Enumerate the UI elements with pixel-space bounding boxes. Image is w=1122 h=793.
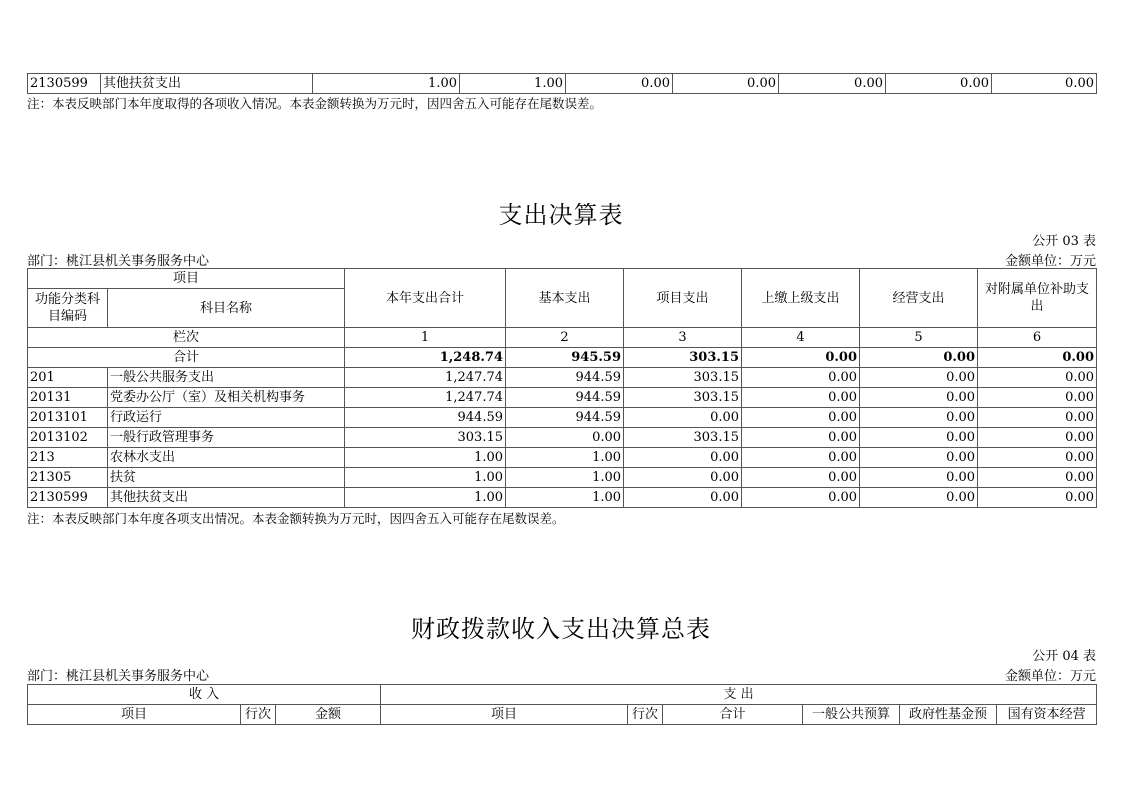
cell-value: 1.00 [345, 468, 506, 488]
header-col-5: 经营支出 [860, 269, 978, 328]
total-value: 0.00 [860, 348, 978, 368]
cell-value: 1.00 [506, 488, 624, 508]
header-code: 功能分类科目编码 [28, 289, 108, 328]
top-remnant-table [27, 73, 1097, 94]
cell-value: 1,247.74 [345, 388, 506, 408]
row-code: 20131 [28, 388, 108, 408]
income-col-item: 项目 [28, 705, 241, 725]
table-row [28, 448, 1097, 468]
cell-value: 0.00 [624, 488, 742, 508]
cell-value: 0.00 [742, 408, 860, 428]
header-item: 项目 [28, 269, 345, 289]
cell-value: 303.15 [624, 428, 742, 448]
total-value: 0.00 [742, 348, 860, 368]
cell-value: 0.00 [624, 468, 742, 488]
cell-value: 0.00 [978, 488, 1097, 508]
total-value: 1,248.74 [345, 348, 506, 368]
row-code: 213 [28, 448, 108, 468]
col-number: 5 [860, 328, 978, 348]
total-label: 合计 [28, 348, 345, 368]
cell-value: 0.00 [978, 448, 1097, 468]
col-number: 2 [506, 328, 624, 348]
row-code: 2130599 [28, 488, 108, 508]
table-row [28, 74, 1097, 94]
cell-value: 303.15 [624, 368, 742, 388]
table-row [28, 368, 1097, 388]
cell-value: 0.00 [860, 468, 978, 488]
cell-value: 0.00 [742, 468, 860, 488]
cell-value: 0.00 [978, 468, 1097, 488]
fiscal-table [27, 684, 1097, 725]
header-name: 科目名称 [108, 289, 345, 328]
cell-value: 0.00 [978, 368, 1097, 388]
cell-value: 944.59 [506, 388, 624, 408]
col-number: 1 [345, 328, 506, 348]
row-name: 一般公共服务支出 [108, 368, 345, 388]
cell-value: 944.59 [506, 408, 624, 428]
row-name: 行政运行 [108, 408, 345, 428]
expense-title: 支出决算表 [498, 201, 624, 229]
row-name: 农林水支出 [108, 448, 345, 468]
col-number: 6 [978, 328, 1097, 348]
expense-col-state-capital: 国有资本经营 [997, 705, 1097, 725]
expense-col-total: 合计 [663, 705, 803, 725]
expense-dept: 部门：桃江县机关事务服务中心 [27, 254, 210, 269]
income-col-row: 行次 [241, 705, 276, 725]
table-row [28, 408, 1097, 428]
cell-value: 1.00 [345, 488, 506, 508]
cell-value: 0.00 [860, 428, 978, 448]
row-name: 其他扶贫支出 [101, 74, 313, 94]
cell-value: 944.59 [506, 368, 624, 388]
cell-value: 1.00 [313, 74, 460, 94]
cell-value: 0.00 [978, 408, 1097, 428]
fiscal-dept: 部门：桃江县机关事务服务中心 [27, 669, 210, 684]
cell-value: 0.00 [742, 488, 860, 508]
header-row [28, 685, 1097, 705]
income-col-amount: 金额 [276, 705, 381, 725]
row-name: 一般行政管理事务 [108, 428, 345, 448]
expense-unit: 金额单位：万元 [1004, 254, 1096, 269]
total-value: 945.59 [506, 348, 624, 368]
row-code: 21305 [28, 468, 108, 488]
row-code: 2130599 [28, 74, 101, 94]
table-row [28, 428, 1097, 448]
expense-col-item: 项目 [381, 705, 628, 725]
cell-value: 0.00 [779, 74, 886, 94]
expense-table [27, 268, 1097, 508]
top-note: 注：本表反映部门本年度取得的各项收入情况。本表金额转换为万元时，因四舍五入可能存在尾数误差。 [27, 96, 603, 111]
table-row [28, 488, 1097, 508]
income-header: 收 入 [28, 685, 381, 705]
header-row [28, 269, 1097, 289]
row-name: 其他扶贫支出 [108, 488, 345, 508]
lanci-label: 栏次 [28, 328, 345, 348]
cell-value: 944.59 [345, 408, 506, 428]
cell-value: 0.00 [886, 74, 992, 94]
row-code: 2013102 [28, 428, 108, 448]
cell-value: 0.00 [624, 408, 742, 428]
header-row [28, 705, 1097, 725]
row-name: 扶贫 [108, 468, 345, 488]
table-row [28, 468, 1097, 488]
cell-value: 1.00 [345, 448, 506, 468]
row-name: 党委办公厅（室）及相关机构事务 [108, 388, 345, 408]
expense-note: 注：本表反映部门本年度各项支出情况。本表金额转换为万元时，因四舍五入可能存在尾数误差。 [27, 511, 565, 526]
table-row [28, 388, 1097, 408]
cell-value: 0.00 [860, 388, 978, 408]
expense-col-row: 行次 [628, 705, 663, 725]
header-col-6: 对附属单位补助支出 [978, 269, 1097, 328]
cell-value: 303.15 [624, 388, 742, 408]
row-code: 2013101 [28, 408, 108, 428]
cell-value: 0.00 [860, 488, 978, 508]
cell-value: 0.00 [978, 388, 1097, 408]
header-col-1: 本年支出合计 [345, 269, 506, 328]
cell-value: 0.00 [673, 74, 779, 94]
cell-value: 0.00 [860, 368, 978, 388]
cell-value: 0.00 [742, 388, 860, 408]
cell-value: 0.00 [566, 74, 673, 94]
total-value: 0.00 [978, 348, 1097, 368]
row-code: 201 [28, 368, 108, 388]
expense-form-no: 公开 03 表 [1032, 234, 1096, 249]
cell-value: 1.00 [506, 448, 624, 468]
fiscal-unit: 金额单位：万元 [1004, 669, 1096, 684]
cell-value: 0.00 [506, 428, 624, 448]
cell-value: 0.00 [742, 428, 860, 448]
col-number: 4 [742, 328, 860, 348]
cell-value: 303.15 [345, 428, 506, 448]
col-number: 3 [624, 328, 742, 348]
total-row [28, 348, 1097, 368]
expense-col-fund: 政府性基金预 [900, 705, 997, 725]
cell-value: 0.00 [742, 448, 860, 468]
cell-value: 0.00 [624, 448, 742, 468]
header-col-2: 基本支出 [506, 269, 624, 328]
cell-value: 1.00 [460, 74, 566, 94]
cell-value: 1.00 [506, 468, 624, 488]
col-number-row [28, 328, 1097, 348]
header-col-4: 上缴上级支出 [742, 269, 860, 328]
cell-value: 0.00 [742, 368, 860, 388]
expense-header: 支 出 [381, 685, 1097, 705]
cell-value: 0.00 [860, 408, 978, 428]
cell-value: 0.00 [860, 448, 978, 468]
fiscal-form-no: 公开 04 表 [1032, 649, 1096, 664]
expense-col-general: 一般公共预算 [803, 705, 900, 725]
cell-value: 1,247.74 [345, 368, 506, 388]
cell-value: 0.00 [992, 74, 1097, 94]
cell-value: 0.00 [978, 428, 1097, 448]
header-col-3: 项目支出 [624, 269, 742, 328]
fiscal-title: 财政拨款收入支出决算总表 [411, 615, 711, 643]
total-value: 303.15 [624, 348, 742, 368]
